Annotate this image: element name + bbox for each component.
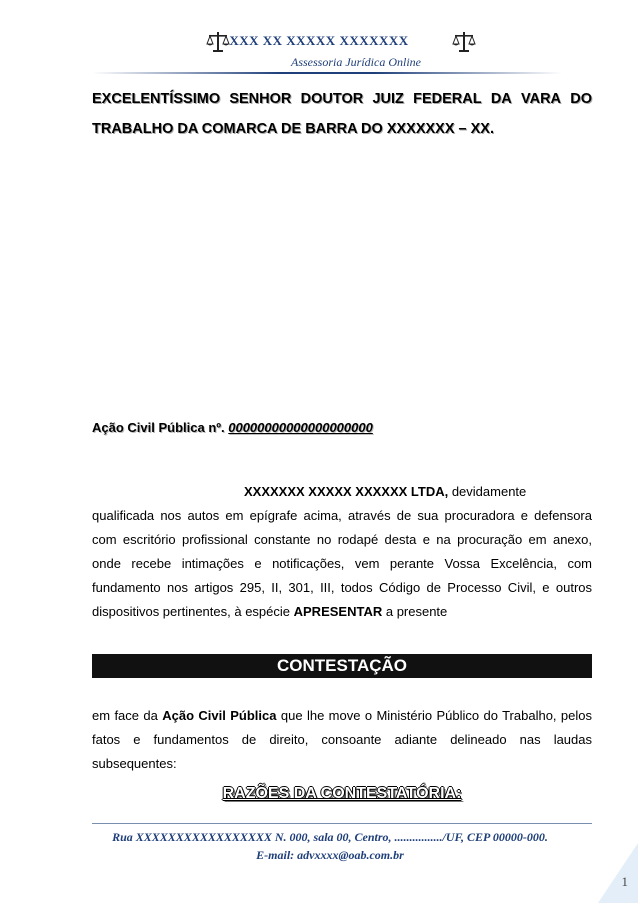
case-reference: [92, 420, 373, 435]
firm-subtitle: Assessoria Jurídica Online: [291, 55, 421, 69]
footer-divider: [92, 823, 592, 824]
apresentar-emphasis: APRESENTAR: [293, 604, 383, 619]
razoes-heading: RAZÕES DA CONTESTATÓRIA:: [222, 785, 462, 802]
title-word: DA: [490, 91, 512, 107]
firm-name: XXX XX XXXXX XXXXXXX: [229, 33, 409, 48]
title-word: JUIZ: [372, 91, 404, 107]
case-label: Ação Civil Pública nº.: [92, 420, 229, 435]
title-word: VARA: [521, 91, 562, 107]
title-word: DOUTOR: [300, 91, 364, 107]
page-number: 1: [621, 874, 628, 889]
title-word: SENHOR: [229, 91, 292, 107]
intro-text-start: devidamente: [448, 484, 527, 499]
intro-paragraph: [92, 480, 592, 624]
p2-post: que lhe move o Ministério Público do Trabalho, pelos fatos e fundamentos de direito, consoante adiante delineado nas laudas subsequentes:: [92, 708, 592, 771]
p2-pre: em face da: [92, 708, 163, 723]
footer-email: E-mail: advxxxx@oab.com.br: [256, 848, 404, 862]
addressee-line-1: [92, 84, 592, 114]
p2-bold: Ação Civil Pública: [162, 708, 277, 723]
title-word: EXCELENTÍSSIMO: [92, 91, 221, 107]
title-word: DO: [570, 91, 592, 107]
addressee-line-2: TRABALHO DA COMARCA DE BARRA DO XXXXXXX – XX.: [92, 121, 495, 137]
second-paragraph: [92, 704, 592, 776]
contestacao-banner: CONTESTAÇÃO: [92, 654, 592, 678]
scales-of-justice-icon: [452, 30, 476, 54]
title-word: FEDERAL: [413, 91, 482, 107]
case-number: 00000000000000000000: [228, 420, 373, 435]
company-name: XXXXXXX XXXXX XXXXXX LTDA,: [244, 484, 449, 499]
page-corner-decoration: [598, 843, 638, 903]
intro-body: qualificada nos autos em epígrafe acima, através de sua procuradora e defensora com escritório profissional constante no rodapé desta e na procuração em anexo, onde recebe intimações e notificações, vem perante Vossa Excelência, com fundamento nos artigos 295, II, 301, III, todos Código de Processo Civil, e outros dispositivos pertinentes, à espécie: [92, 508, 592, 619]
header-divider: [92, 72, 562, 74]
footer-address: Rua XXXXXXXXXXXXXXXXX N. 000, sala 00, Centro, ................/UF, CEP 00000-000.: [112, 830, 548, 844]
intro-tail: a presente: [382, 604, 448, 619]
